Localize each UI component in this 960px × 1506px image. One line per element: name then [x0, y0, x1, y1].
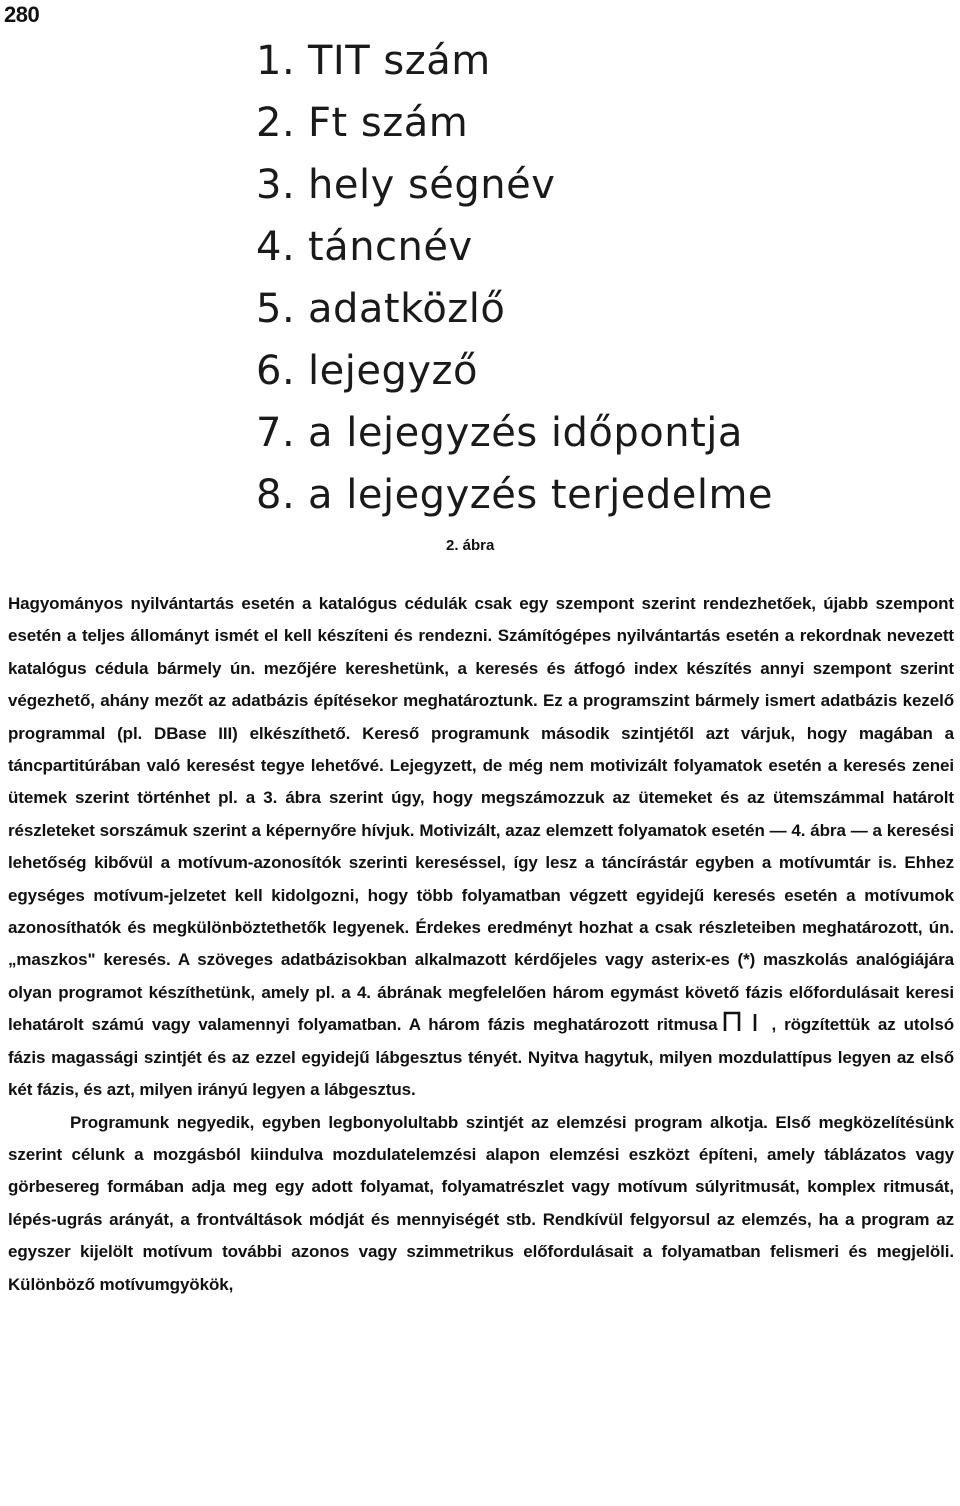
figure-field-item: [256, 284, 773, 346]
field-number: 5.: [256, 286, 296, 332]
figure-field-item: [256, 408, 773, 470]
field-number: 4.: [256, 224, 296, 270]
field-label: TIT szám: [308, 38, 491, 84]
field-label: táncnév: [308, 224, 473, 270]
paragraph-1-text: Hagyományos nyilvántartás esetén a katalógus cédulák csak egy szempont szerint rendezhetőek, újabb szempont esetén a teljes állományt ismét el kell készíteni és rendezni. Számítógépes nyilvántartás esetén a rekordnak nevezett katalógus cédula bármely ún. mezőjére kereshetünk, a keresés és átfogó index készítés annyi szempont szerint végezhető, ahány mezőt az adatbázis építésekor meghatároztunk. Ez a programszint bármely ismert adatbázis kezelő programmal (pl. DBase III) elkészíthető. Kereső programunk második szintjétől azt várjuk, hogy magában a táncpartitúrában való keresést tegye lehetővé. Lejegyzett, de még nem motivizált folyamatok esetén a keresés zenei ütemek szerint történhet pl. a 3. ábra szerint úgy, hogy megszámozzuk az ütemeket és az ütemszámmal határolt részleteket sorszámuk szerint a képernyőre hívjuk. Motivizált, azaz elemzett folyamatok esetén — 4. ábra — a keresési lehetőség kibővül a motívum-azonosítók szerinti kereséssel, így lesz a táncírástár egyben a motívumtár is. Ehhez egységes motívum-jelzetet kell kidolgozni, hogy több folyamatban végzett egyidejű keresés esetén a motívumok azonosíthatók és megkülönböztethetők legyenek. Érdekes eredményt hozhat a csak részleteiben meghatározott, ún. „maszkos" keresés. A szöveges adatbázisokban alkalmazott kérdőjeles vagy asterix-es (*) maszkolás analógiájára olyan programot készíthetünk, amely pl. a 4. ábrának megfelelően három egymást követő fázis előfordulásait keresi lehatárolt számú vagy valamennyi folyamatban. A három fázis meghatározott ritmusa: [8, 594, 954, 1035]
field-label: adatközlő: [308, 286, 506, 332]
field-label: a lejegyzés terjedelme: [308, 472, 774, 518]
figure-field-item: [256, 98, 773, 160]
paragraph-1: [8, 588, 954, 1107]
figure-field-item: [256, 160, 773, 222]
figure-field-item: [256, 36, 773, 98]
field-number: 1.: [256, 38, 296, 84]
field-number: 2.: [256, 100, 296, 146]
field-label: lejegyző: [308, 348, 478, 394]
field-label: Ft szám: [308, 100, 469, 146]
field-label: a lejegyzés időpontja: [308, 410, 743, 456]
rhythm-symbol-icon: [722, 1010, 768, 1032]
paragraph-2: Programunk negyedik, egyben legbonyolultabb szintjét az elemzési program alkotja. Első megközelítésünk szerint célunk a mozgásból kiindulva mozdulatelemzési alapon elemzési eszközt építeni, amely táblázatos vagy görbesereg formában adja meg egy adott folyamat, folyamatrészlet vagy motívum súlyritmusát, komplex ritmusát, lépés-ugrás arányát, a frontváltások módját és mennyiségét stb. Rendkívül felgyorsul az elemzés, ha a program az egyszer kijelölt motívum további azonos vagy szimmetrikus előfordulásait a folyamatban felismeri és megjelöli. Különböző motívumgyökök,: [8, 1112, 954, 1294]
page-number: 280: [4, 2, 40, 27]
field-number: 7.: [256, 410, 296, 456]
field-number: 3.: [256, 162, 296, 208]
figure-field-item: [256, 222, 773, 284]
figure-caption: 2. ábra: [446, 537, 495, 554]
paragraph-1-text-continued: , rögzítettük az utolsó fázis magassági szintjét és az ezzel egyidejű lábgesztus tényét. Nyitva hagytuk, milyen mozdulattípus legyen az első két fázis, és azt, milyen irányú legyen a lábgesztus.: [8, 1015, 954, 1100]
figure-field-item: [256, 346, 773, 408]
figure-field-list: [256, 36, 773, 532]
field-number: 8.: [256, 472, 296, 518]
figure-field-item: [256, 470, 773, 532]
field-label: hely ségnév: [308, 162, 556, 208]
body-text: [8, 588, 954, 1301]
field-number: 6.: [256, 348, 296, 394]
